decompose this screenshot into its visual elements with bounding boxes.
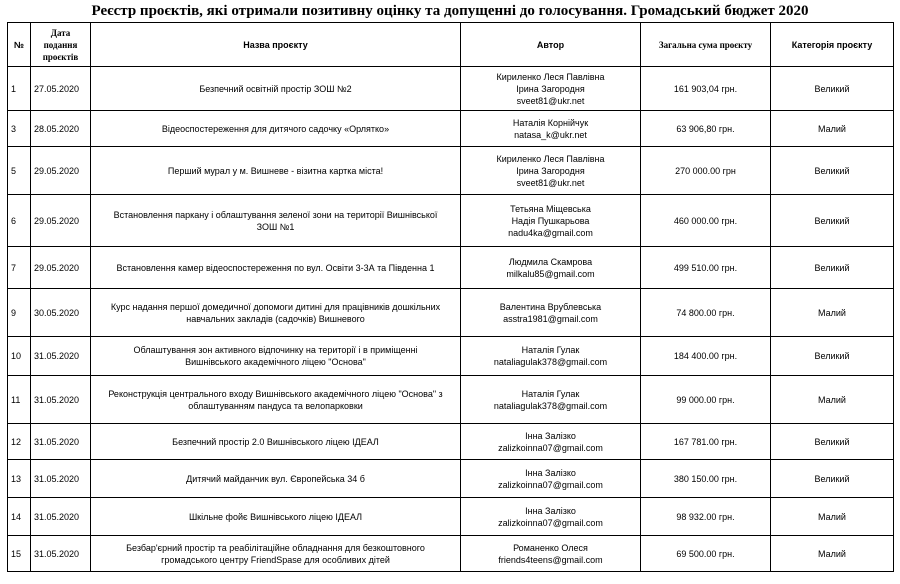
project-name-line: Безпечний освітній простір ЗОШ №2 <box>199 83 352 94</box>
author-line: Наталія Гулак <box>521 388 580 399</box>
row-number: 3 <box>8 111 31 147</box>
row-category: Великий <box>771 247 894 289</box>
row-number: 9 <box>8 289 31 337</box>
table-row <box>8 424 894 460</box>
row-author <box>461 424 641 460</box>
author-line: Романенко Олеся <box>513 542 588 553</box>
row-sum: 499 510.00 грн. <box>641 247 771 289</box>
project-name-line: ЗОШ №1 <box>256 221 295 232</box>
row-project-name <box>91 147 461 195</box>
row-category: Великий <box>771 337 894 376</box>
row-project-name <box>91 498 461 536</box>
row-number: 10 <box>8 337 31 376</box>
row-project-name <box>91 67 461 111</box>
row-number: 12 <box>8 424 31 460</box>
row-date: 29.05.2020 <box>31 195 91 247</box>
row-project-name <box>91 337 461 376</box>
row-sum: 380 150.00 грн. <box>641 460 771 498</box>
author-line: Валентина Врублевська <box>499 301 602 312</box>
author-line: zalizkoinna07@gmail.com <box>498 479 603 490</box>
table-row <box>8 111 894 147</box>
row-sum: 74 800.00 грн. <box>641 289 771 337</box>
row-author <box>461 376 641 424</box>
project-name-line: Дитячий майданчик вул. Європейська 34 б <box>186 473 365 484</box>
author-line: natasa_k@ukr.net <box>514 129 587 140</box>
table-row <box>8 376 894 424</box>
project-name-line: Відеоспостереження для дитячого садочку «Орлятко» <box>161 123 390 134</box>
row-category: Малий <box>771 289 894 337</box>
author-line: sveet81@ukr.net <box>516 95 585 106</box>
row-number: 6 <box>8 195 31 247</box>
header-category: Категорія проєкту <box>771 23 894 67</box>
author-line: friends4teens@gmail.com <box>498 554 603 565</box>
row-date: 31.05.2020 <box>31 460 91 498</box>
project-name-line: Безпечний простір 2.0 Вишнівського ліцею ІДЕАЛ <box>172 436 379 447</box>
row-number: 11 <box>8 376 31 424</box>
project-name-line: Перший мурал у м. Вишневе - візитна картка міста! <box>167 165 384 176</box>
row-number: 1 <box>8 67 31 111</box>
author-line: Тетьяна Міщевська <box>510 203 591 214</box>
row-author <box>461 67 641 111</box>
row-category: Малий <box>771 498 894 536</box>
row-project-name <box>91 376 461 424</box>
table-body <box>8 67 894 572</box>
row-date: 31.05.2020 <box>31 337 91 376</box>
table-row <box>8 498 894 536</box>
row-number: 15 <box>8 536 31 572</box>
row-sum: 63 906,80 грн. <box>641 111 771 147</box>
author-line: zalizkoinna07@gmail.com <box>498 442 603 453</box>
author-line: Кириленко Леся Павлівна <box>496 71 605 82</box>
author-line: Кириленко Леся Павлівна <box>496 153 605 164</box>
row-author <box>461 289 641 337</box>
row-project-name <box>91 289 461 337</box>
row-number: 13 <box>8 460 31 498</box>
row-number: 7 <box>8 247 31 289</box>
project-name-line: Реконструкція центрального входу Вишнівського академічного ліцею "Основа" з <box>108 388 443 399</box>
project-name-line: громадського центру FriendSpase для особливих дітей <box>161 554 390 565</box>
row-date: 30.05.2020 <box>31 289 91 337</box>
author-line: nadu4ka@gmail.com <box>508 227 593 238</box>
project-name-line: Курс надання першої домедичної допомоги дитині для працівників дошкільних <box>110 301 441 312</box>
row-project-name <box>91 536 461 572</box>
row-sum: 270 000.00 грн <box>641 147 771 195</box>
project-name-line: Облаштування зон активного відпочинку на території і в приміщенні <box>133 345 418 355</box>
header-sum: Загальна сума проєкту <box>641 23 771 67</box>
author-line: Інна Залізко <box>525 430 576 441</box>
row-date: 31.05.2020 <box>31 536 91 572</box>
table-row <box>8 337 894 376</box>
projects-table <box>7 22 894 572</box>
project-name-line: Шкільне фойє Вишнівського ліцею ІДЕАЛ <box>188 511 363 522</box>
project-name-line: навчальних закладів (садочків) Вишневого <box>186 313 365 324</box>
author-line: Людмила Скамрова <box>508 256 593 267</box>
author-line: Надія Пушкарьова <box>511 215 590 226</box>
table-row <box>8 147 894 195</box>
row-date: 31.05.2020 <box>31 498 91 536</box>
project-name-line: Встановлення паркану і облаштування зеленої зони на території Вишнівської <box>113 209 438 220</box>
table-row <box>8 67 894 111</box>
row-category: Малий <box>771 536 894 572</box>
table-row <box>8 536 894 572</box>
row-category: Малий <box>771 376 894 424</box>
author-line: zalizkoinna07@gmail.com <box>498 517 603 528</box>
author-line: milkalu85@gmail.com <box>506 268 595 279</box>
row-sum: 98 932.00 грн. <box>641 498 771 536</box>
table-row <box>8 460 894 498</box>
header-author: Автор <box>461 23 641 67</box>
row-category: Великий <box>771 460 894 498</box>
page-title: Реєстр проєктів, які отримали позитивну оцінку та допущенні до голосування. Громадський бюджет 2020 <box>91 3 809 19</box>
author-line: asstra1981@gmail.com <box>503 313 598 324</box>
row-category: Великий <box>771 67 894 111</box>
row-date: 29.05.2020 <box>31 147 91 195</box>
author-line: Інна Залізко <box>525 505 576 516</box>
row-sum: 69 500.00 грн. <box>641 536 771 572</box>
project-name-line: Вишнівського академічного ліцею "Основа" <box>185 357 366 367</box>
row-author <box>461 195 641 247</box>
row-author <box>461 536 641 572</box>
row-date: 31.05.2020 <box>31 424 91 460</box>
author-line: Наталія Гулак <box>521 345 580 355</box>
row-sum: 99 000.00 грн. <box>641 376 771 424</box>
header-name: Назва проєкту <box>91 23 461 67</box>
row-sum: 460 000.00 грн. <box>641 195 771 247</box>
table-row <box>8 247 894 289</box>
author-line: nataliagulak378@gmail.com <box>493 357 608 367</box>
table-row <box>8 289 894 337</box>
row-date: 27.05.2020 <box>31 67 91 111</box>
row-author <box>461 147 641 195</box>
row-sum: 184 400.00 грн. <box>641 337 771 376</box>
row-author <box>461 498 641 536</box>
row-project-name <box>91 111 461 147</box>
row-project-name <box>91 247 461 289</box>
row-category: Малий <box>771 111 894 147</box>
header-number: № <box>8 23 31 67</box>
row-author <box>461 111 641 147</box>
row-number: 14 <box>8 498 31 536</box>
author-line: Наталія Корнійчук <box>512 117 589 128</box>
row-date: 31.05.2020 <box>31 376 91 424</box>
row-date: 29.05.2020 <box>31 247 91 289</box>
table-row <box>8 195 894 247</box>
project-name-line: Встановлення камер відеоспостереження по вул. Освіти 3-3А та Південна 1 <box>116 262 435 273</box>
project-name-line: облаштуванням пандуса та велопарковки <box>188 400 363 411</box>
project-name-line: Безбар'єрний простір та реабілітаційне обладнання для безкоштовного <box>126 542 425 553</box>
row-author <box>461 247 641 289</box>
row-sum: 167 781.00 грн. <box>641 424 771 460</box>
row-project-name <box>91 424 461 460</box>
row-author <box>461 337 641 376</box>
table-header-row <box>8 23 894 67</box>
row-project-name <box>91 460 461 498</box>
row-project-name <box>91 195 461 247</box>
row-category: Великий <box>771 195 894 247</box>
author-line: sveet81@ukr.net <box>516 177 585 188</box>
row-author <box>461 460 641 498</box>
author-line: Ірина Загородня <box>516 83 585 94</box>
row-sum: 161 903,04 грн. <box>641 67 771 111</box>
author-line: nataliagulak378@gmail.com <box>493 400 608 411</box>
row-category: Великий <box>771 424 894 460</box>
author-line: Інна Залізко <box>525 467 576 478</box>
row-category: Великий <box>771 147 894 195</box>
row-number: 5 <box>8 147 31 195</box>
header-date: Дата подання проєктів <box>31 23 91 67</box>
row-date: 28.05.2020 <box>31 111 91 147</box>
author-line: Ірина Загородня <box>516 165 585 176</box>
